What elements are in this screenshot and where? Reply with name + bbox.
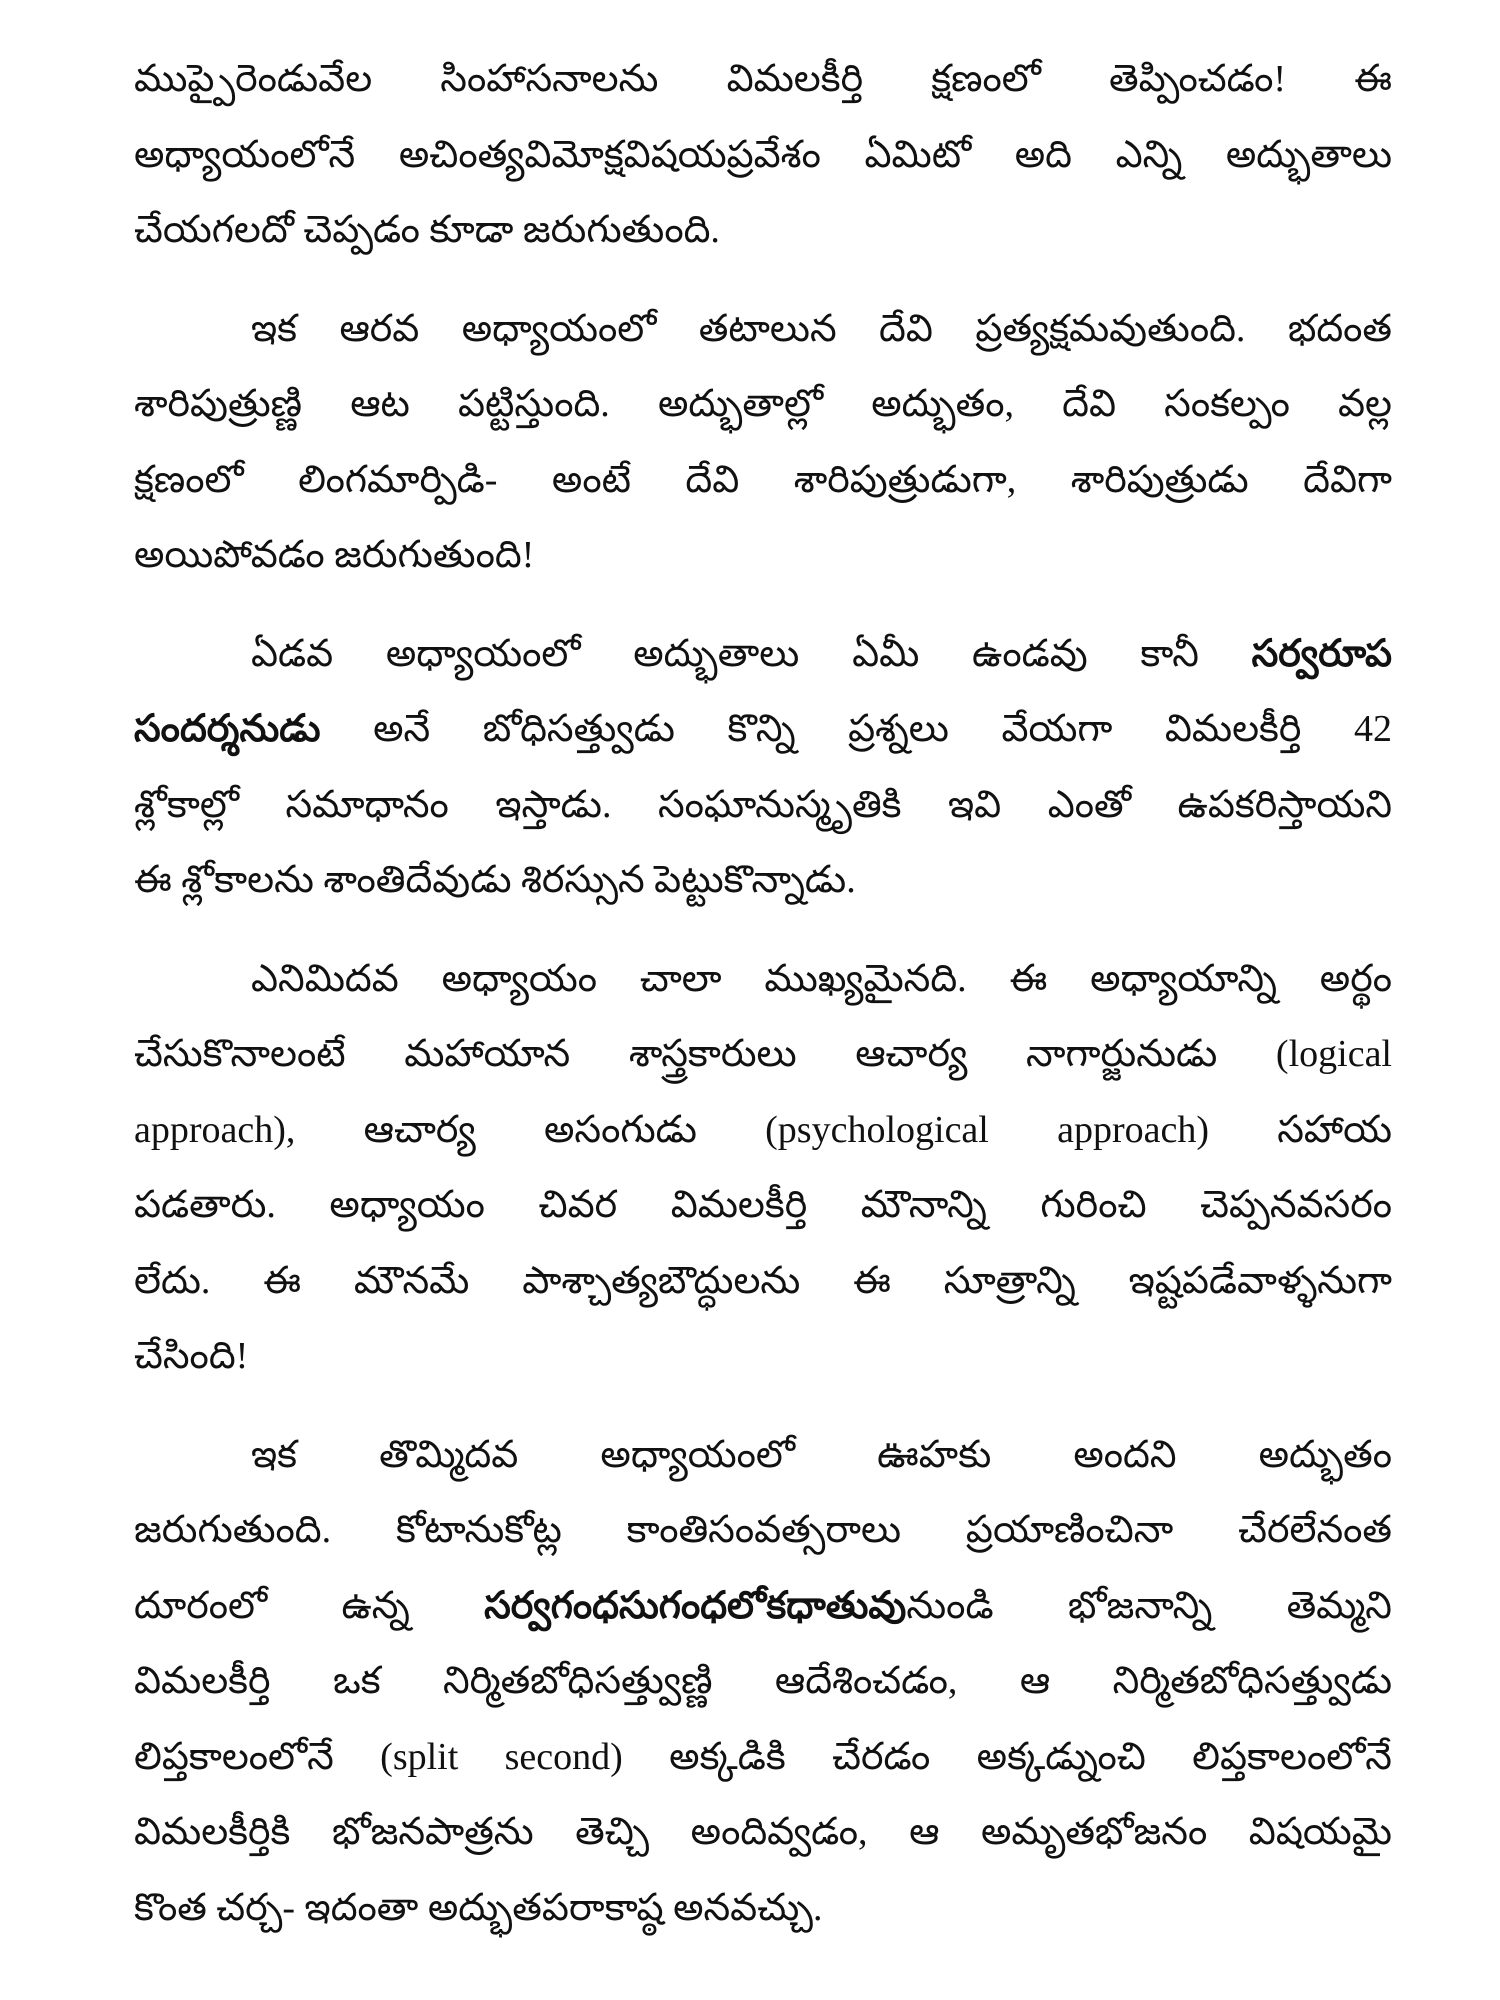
text-segment: చేసుకొనాలంటే మహాయాన శాస్త్రకారులు ఆచార్య నాగార్జునుడు (logical [134,1033,1392,1075]
text-segment: చేసింది! [134,1335,249,1377]
text-segment: ఇక ఆరవ అధ్యాయంలో తటాలున దేవి ప్రత్యక్షమవుతుంది. భదంత [251,307,1392,350]
text-segment: ఇక తొమ్మిదవ అధ్యాయంలో ఊహకు అందని అద్భుతం [251,1433,1392,1476]
text-segment: నుండి భోజనాన్ని తెమ్మని [906,1584,1392,1627]
bold-term: సందర్శనుడు [134,708,321,750]
text-line [134,843,1392,919]
text-segment: క్షణంలో లింగమార్పిడి- అంటే దేవి శారిపుత్రుడుగా, శారిపుత్రుడు దేవిగా [134,458,1392,501]
text-segment: ఈ శ్లోకాలను శాంతిదేవుడు శిరస్సున పెట్టుకొన్నాడు. [134,859,856,901]
text-segment: ముప్పైరెండువేల సింహాసనాలను విమలకీర్తి క్షణంలో తెప్పించడం! ఈ [134,58,1392,100]
text-line [134,768,1392,844]
text-segment: అయిపోవడం జరుగుతుంది! [134,534,535,576]
text-line [134,193,1392,269]
text-segment: approach), ఆచార్య అసంగుడు (psychological approach) సహాయ [134,1108,1392,1151]
paragraph [134,1418,1392,1947]
text-segment: దూరంలో ఉన్న [134,1584,485,1627]
paragraph [134,942,1392,1395]
text-segment: లేదు. ఈ మౌనమే పాశ్చాత్యబౌద్ధులను ఈ సూత్రాన్ని ఇష్టపడేవాళ్ళనుగా [134,1259,1392,1302]
text-line [134,1720,1392,1796]
bold-term: సర్వరూప [1251,632,1392,675]
text-line [134,1093,1392,1169]
text-line [134,1569,1392,1645]
text-line [134,367,1392,443]
text-line [134,518,1392,594]
bold-term: సర్వగంధసుగంధలోకధాతువు [484,1584,907,1627]
text-line [134,443,1392,519]
paragraph [134,617,1392,919]
text-segment: విమలకీర్తికి భోజనపాత్రను తెచ్చి అందివ్వడం, ఆ అమృతభోజనం విషయమై [134,1811,1392,1853]
text-segment: విమలకీర్తి ఒక నిర్మితబోధిసత్త్వుణ్ణి ఆదేశించడం, ఆ నిర్మితబోధిసత్త్వుడు [134,1660,1392,1702]
text-line [134,292,1392,368]
text-segment: చేయగలదో చెప్పడం కూడా జరుగుతుంది. [134,209,720,251]
text-line [134,1418,1392,1494]
text-line [134,1493,1392,1569]
text-line [134,942,1392,1018]
text-line [134,1871,1392,1947]
text-line [134,692,1392,768]
text-line [134,1644,1392,1720]
document-page [134,42,1392,1969]
text-segment: జరుగుతుంది. కోటానుకోట్ల కాంతిసంవత్సరాలు ప్రయాణించినా చేరలేనంత [134,1509,1392,1551]
paragraph [134,292,1392,594]
text-segment: ఏడవ అధ్యాయంలో అద్భుతాలు ఏమీ ఉండవు కానీ [251,632,1252,675]
text-line [134,1017,1392,1093]
text-segment: అధ్యాయంలోనే అచింత్యవిమోక్షవిషయప్రవేశం ఏమిటో అది ఎన్ని అద్భుతాలు [134,133,1392,176]
text-segment: పడతారు. అధ్యాయం చివర విమలకీర్తి మౌనాన్ని గురించి చెప్పనవసరం [134,1184,1392,1226]
text-line [134,1795,1392,1871]
text-line [134,1244,1392,1320]
text-line [134,42,1392,118]
text-segment: శారిపుత్రుణ్ణి ఆట పట్టిస్తుంది. అద్భుతాల్లో అద్భుతం, దేవి సంకల్పం వల్ల [134,383,1392,425]
text-line [134,1168,1392,1244]
text-line [134,1319,1392,1395]
text-segment: లిప్తకాలంలోనే (split second) అక్కడికి చేరడం అక్కడ్నుంచి లిప్తకాలంలోనే [134,1735,1392,1778]
text-segment: కొంత చర్చ- ఇదంతా అద్భుతపరాకాష్ఠ అనవచ్చు. [134,1886,823,1929]
paragraph [134,42,1392,269]
text-segment: ఎనిమిదవ అధ్యాయం చాలా ముఖ్యమైనది. ఈ అధ్యాయాన్ని అర్థం [251,957,1392,1000]
text-segment: అనే బోధిసత్త్వుడు కొన్ని ప్రశ్నలు వేయగా విమలకీర్తి 42 [320,708,1392,750]
text-line [134,118,1392,194]
text-line [134,617,1392,693]
text-segment: శ్లోకాల్లో సమాధానం ఇస్తాడు. సంఘానుస్మృతికి ఇవి ఎంతో ఉపకరిస్తాయని [134,783,1392,826]
